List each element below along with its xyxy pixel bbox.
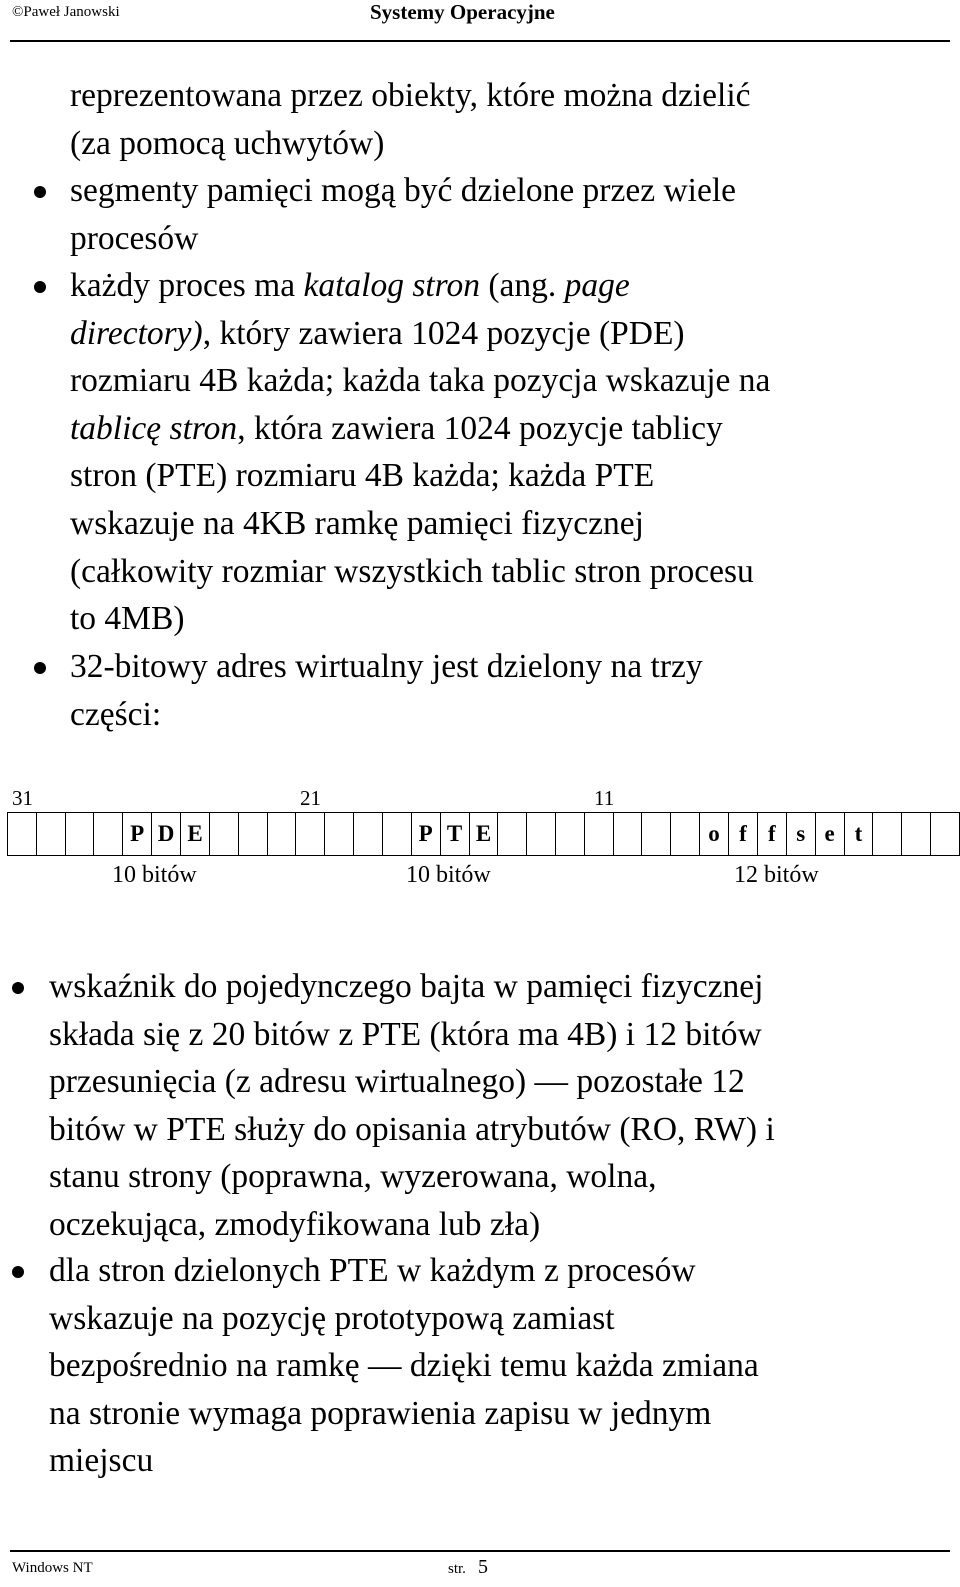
text-span: (ang. xyxy=(479,267,565,304)
bullet-icon xyxy=(34,281,46,293)
text-line: rozmiaru 4B każda; każda taka pozycja wskazuje na xyxy=(70,362,771,400)
footer-divider xyxy=(10,1550,950,1552)
text-line: bitów w PTE służy do opisania atrybutów (RO, RW) i xyxy=(49,1110,775,1148)
bit-cell: e xyxy=(815,813,844,856)
bit-cell xyxy=(94,813,123,856)
intro-paragraph xyxy=(70,72,751,167)
header-divider xyxy=(10,40,950,42)
bit-cell xyxy=(382,813,411,856)
bullet-icon xyxy=(34,186,46,198)
page-number-value: 5 xyxy=(477,1556,488,1578)
bit-cell xyxy=(671,813,700,856)
address-bits-diagram xyxy=(7,812,960,856)
bit-cell: E xyxy=(469,813,498,856)
bit-cell: s xyxy=(786,813,815,856)
bit-cell xyxy=(556,813,585,856)
bit-cell: D xyxy=(152,813,181,856)
bit-cell xyxy=(325,813,354,856)
bit-cell xyxy=(873,813,902,856)
footer-label: Windows NT xyxy=(12,1560,93,1576)
term-directory: directory) xyxy=(70,314,203,352)
text-line: procesów xyxy=(70,219,199,257)
bit-cell: f xyxy=(757,813,786,856)
text-line: wskaźnik do pojedynczego bajta w pamięci fizycznej xyxy=(49,968,764,1005)
header-title: Systemy Operacyjne xyxy=(370,0,555,24)
text-line xyxy=(70,310,770,358)
text-line: części: xyxy=(70,695,162,733)
bit-cell xyxy=(613,813,642,856)
bullet-item-page-directory xyxy=(70,262,770,643)
bit-cell: o xyxy=(700,813,729,856)
text-line: reprezentowana przez obiekty, które można dzielić xyxy=(70,77,751,114)
term-tablice-stron: tablicę stron xyxy=(70,409,238,447)
text-line: przesunięcia (z adresu wirtualnego) — pozostałe 12 xyxy=(49,1063,745,1101)
page-label: str. xyxy=(448,1561,466,1577)
bullet-icon xyxy=(34,662,46,674)
bullet-item-pointer xyxy=(49,963,775,1249)
bit-cell xyxy=(65,813,94,856)
header-author: ©Paweł Janowski xyxy=(12,4,120,20)
bit-cell xyxy=(498,813,527,856)
bit-cell xyxy=(930,813,959,856)
page-number xyxy=(448,1556,488,1579)
bit-cell xyxy=(296,813,325,856)
bit-cell xyxy=(354,813,383,856)
bit-cell: f xyxy=(728,813,757,856)
text-line: składa się z 20 bitów z PTE (która ma 4B) i 12 bitów xyxy=(49,1015,762,1053)
bits-row xyxy=(8,813,960,856)
term-page: page xyxy=(564,267,630,304)
bit-cell xyxy=(8,813,37,856)
pte-width-label: 10 bitów xyxy=(406,862,491,888)
bit-cell: P xyxy=(123,813,152,856)
bullet-item-segments xyxy=(70,167,736,262)
bit-number-21: 21 xyxy=(300,786,321,810)
bit-number-31: 31 xyxy=(12,786,33,810)
bit-cell xyxy=(642,813,671,856)
pde-width-label: 10 bitów xyxy=(112,862,197,888)
text-span: każdy proces ma xyxy=(70,267,304,304)
bit-cell: P xyxy=(411,813,440,856)
bit-cell: T xyxy=(440,813,469,856)
text-line: wskazuje na pozycję prototypową zamiast xyxy=(49,1299,615,1337)
text-line: na stronie wymaga poprawienia zapisu w jednym xyxy=(49,1394,712,1432)
text-line: to 4MB) xyxy=(70,600,185,638)
bit-cell xyxy=(267,813,296,856)
text-line: bezpośrednio na ramkę — dzięki temu każda zmiana xyxy=(49,1347,759,1385)
text-line: oczekująca, zmodyfikowana lub zła) xyxy=(49,1205,541,1243)
text-line: stron (PTE) rozmiaru 4B każda; każda PTE xyxy=(70,457,655,495)
text-line: (całkowity rozmiar wszystkich tablic stron procesu xyxy=(70,552,754,590)
bullet-item-shared-pages xyxy=(49,1247,759,1485)
bullet-icon xyxy=(12,982,24,994)
text-line: (za pomocą uchwytów) xyxy=(70,124,385,162)
bit-cell: t xyxy=(844,813,873,856)
bit-cell: E xyxy=(181,813,210,856)
text-line: wskazuje na 4KB ramkę pamięci fizycznej xyxy=(70,504,644,542)
bullet-item-virtual-address xyxy=(70,643,703,738)
bit-cell xyxy=(584,813,613,856)
text-line: 32-bitowy adres wirtualny jest dzielony na trzy xyxy=(70,648,703,685)
bit-cell xyxy=(36,813,65,856)
bit-number-11: 11 xyxy=(594,786,615,810)
bit-cell xyxy=(238,813,267,856)
text-line: segmenty pamięci mogą być dzielone przez wiele xyxy=(70,172,736,209)
text-span: , która zawiera 1024 pozycje tablicy xyxy=(237,409,723,447)
bit-cell xyxy=(527,813,556,856)
text-line: dla stron dzielonych PTE w każdym z procesów xyxy=(49,1252,696,1289)
bullet-icon xyxy=(12,1266,24,1278)
text-line: stanu strony (poprawna, wyzerowana, wolna, xyxy=(49,1158,657,1196)
bit-cell xyxy=(210,813,239,856)
offset-width-label: 12 bitów xyxy=(734,862,819,888)
bit-cell xyxy=(902,813,931,856)
text-span: , który zawiera 1024 pozycje (PDE) xyxy=(202,314,685,352)
text-line: miejscu xyxy=(49,1442,154,1480)
text-line xyxy=(70,405,770,453)
term-katalog-stron: katalog stron xyxy=(303,267,480,304)
text-line xyxy=(70,262,770,310)
